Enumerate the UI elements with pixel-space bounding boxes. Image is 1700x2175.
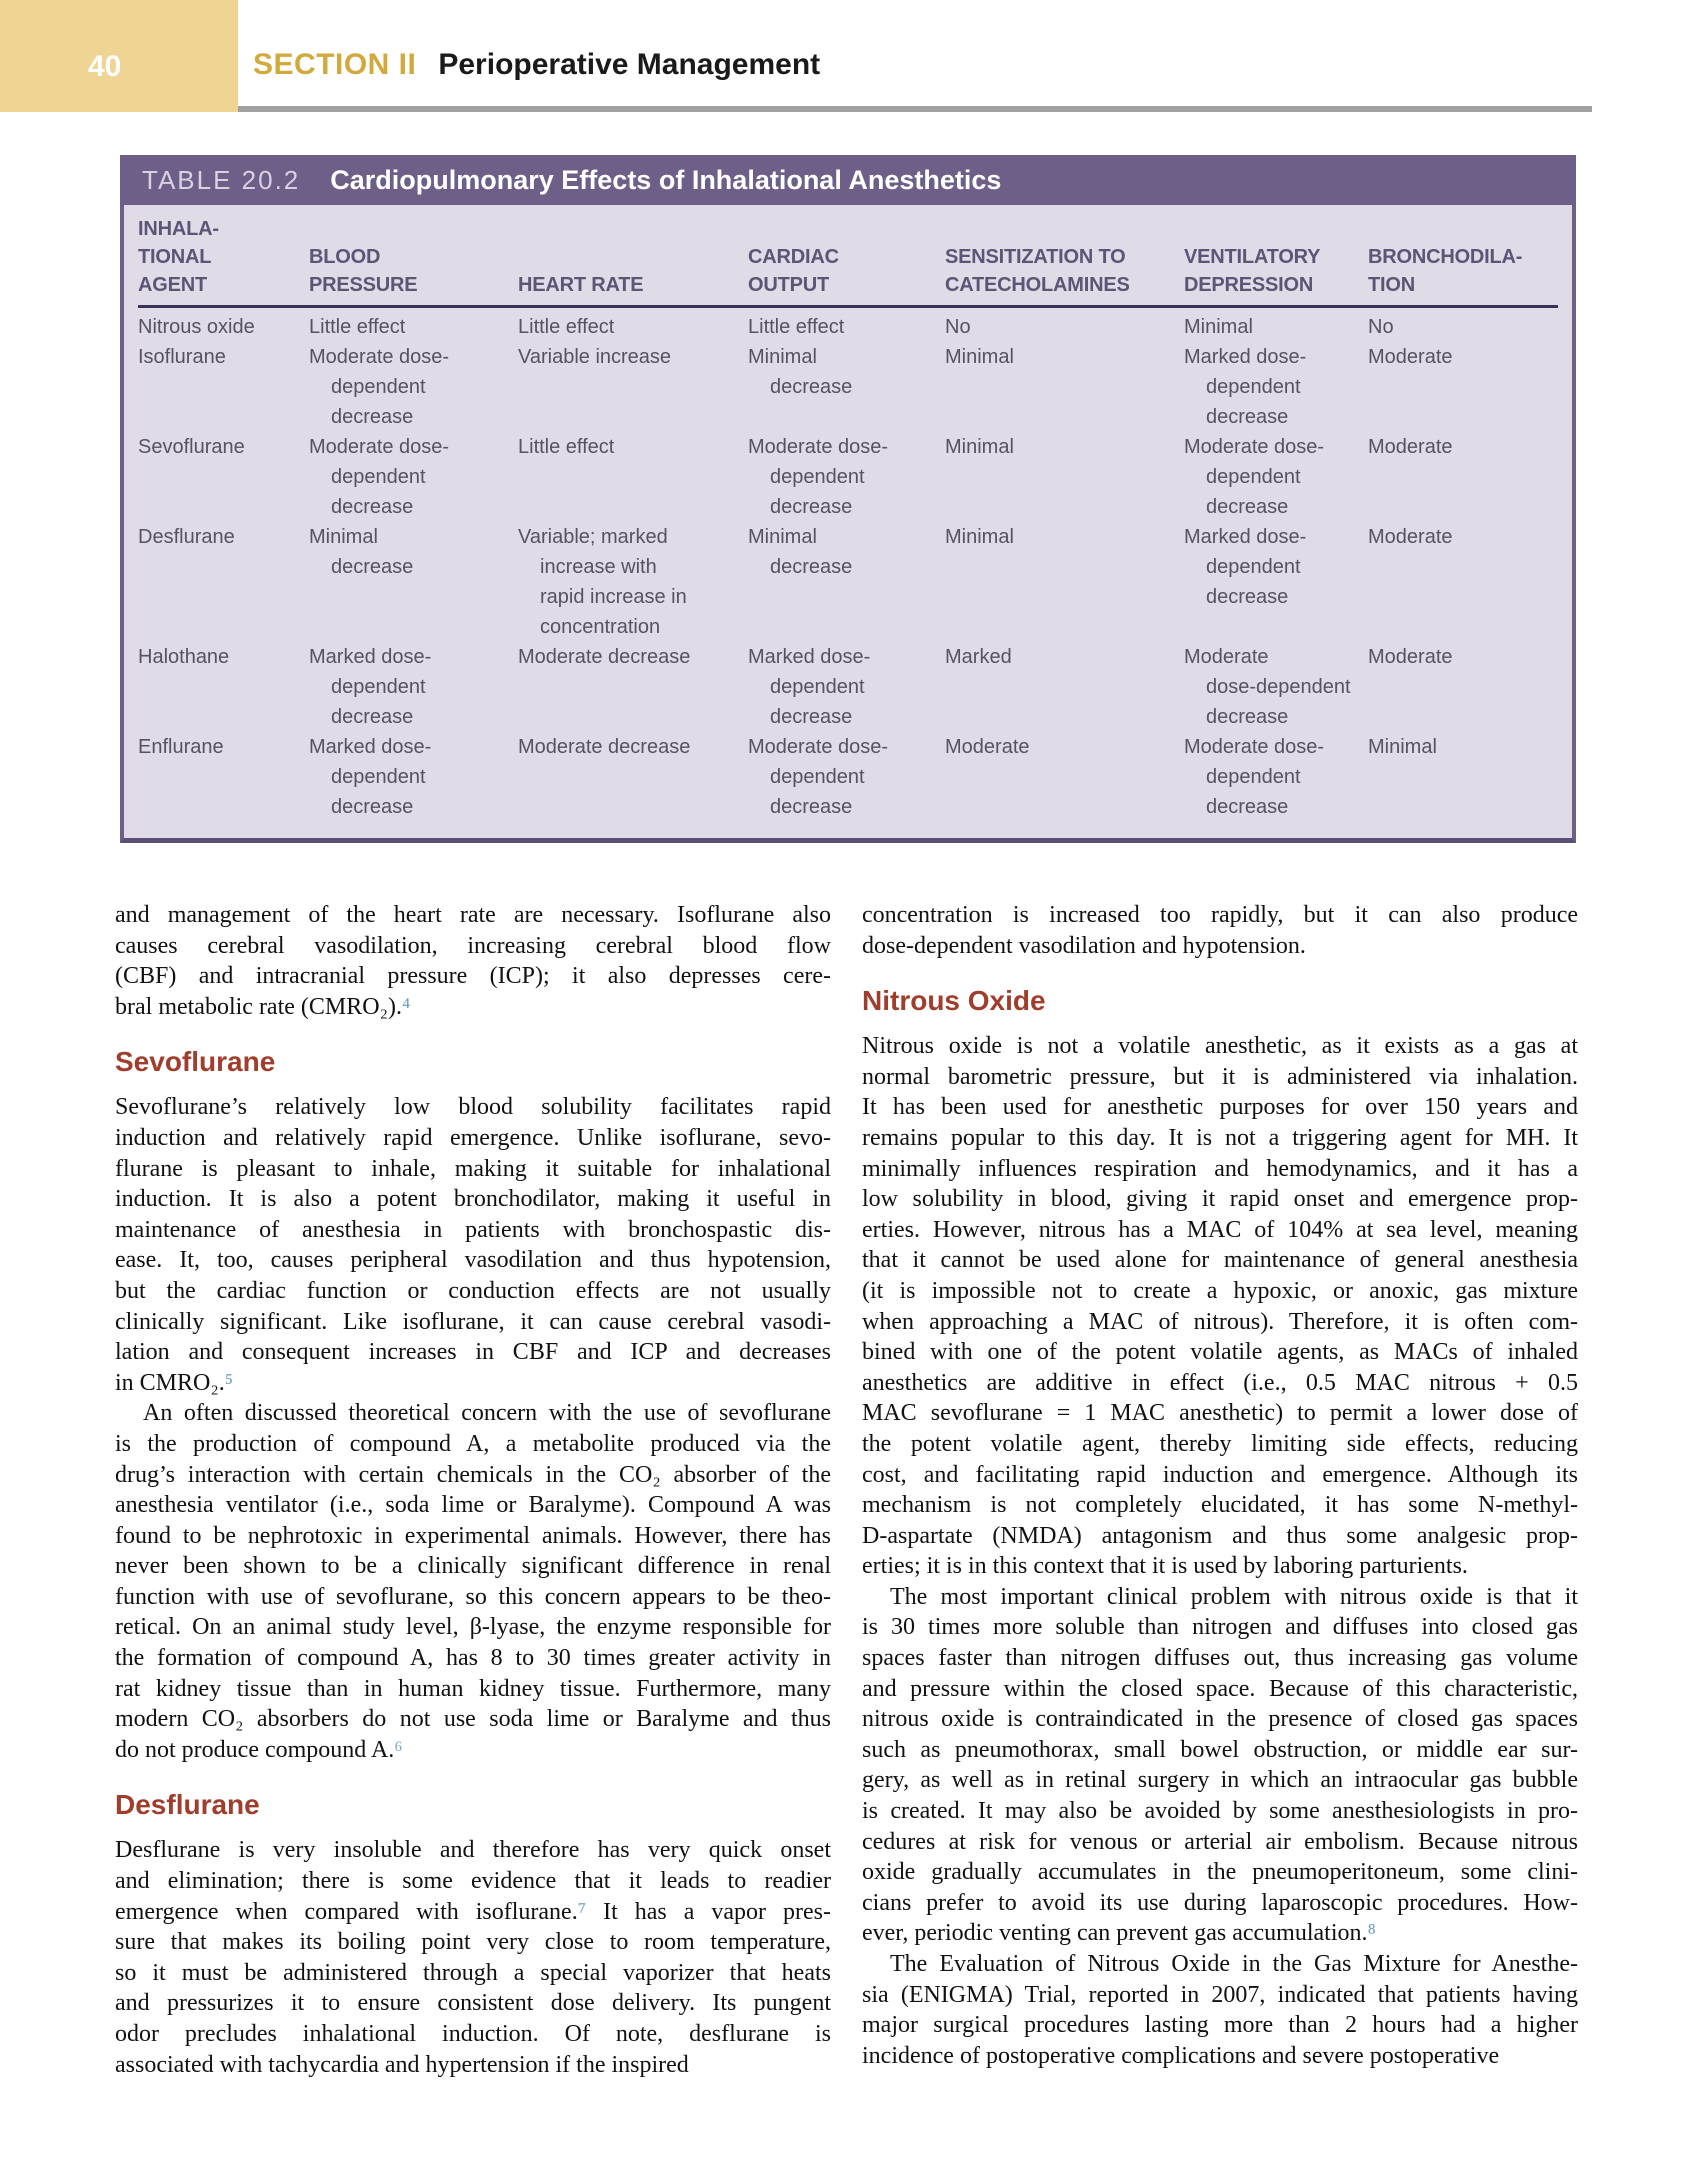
paragraph-line: normal barometric pressure, but it is administered via inhalation. <box>862 1063 1578 1090</box>
table-cell: Minimal <box>1184 316 1253 338</box>
paragraph-line: sure that makes its boiling point very close to room temperature, <box>115 1929 831 1956</box>
paragraph-line: induction and relatively rapid emergence. Unlike isoflurane, sevo- <box>115 1124 831 1151</box>
paragraph-line: cedures at risk for venous or arterial air embolism. Because nitrous <box>862 1828 1578 1855</box>
table-cell: Sevoflurane <box>138 436 245 458</box>
table-cell: Minimal <box>1368 736 1437 758</box>
section-heading: Nitrous Oxide <box>862 985 1046 1017</box>
paragraph-line: low solubility in blood, giving it rapid onset and emergence prop- <box>862 1186 1578 1213</box>
paragraph-line: is created. It may also be avoided by some anesthesiologists in pro- <box>862 1798 1578 1825</box>
paragraph-line: remains popular to this day. It is not a triggering agent for MH. It <box>862 1124 1578 1151</box>
table-cell: Enflurane <box>138 736 224 758</box>
paragraph-line: gery, as well as in retinal surgery in which an intraocular gas bubble <box>862 1767 1578 1794</box>
table-cell: Nitrous oxide <box>138 316 255 338</box>
table-column-header: HEART RATE <box>518 274 644 296</box>
table-cell: Halothane <box>138 646 230 668</box>
table-title: Cardiopulmonary Effects of Inhalational Anesthetics <box>330 164 1002 195</box>
table-cell: Moderate dose- dependent decrease <box>1184 736 1325 818</box>
paragraph-line: The Evaluation of Nitrous Oxide in the Gas Mixture for Anesthe- <box>890 1951 1578 1977</box>
table-row <box>124 432 1572 522</box>
paragraph-line: ease. It, too, causes peripheral vasodilation and thus hypotension, <box>115 1247 831 1274</box>
paragraph-line: cians prefer to avoid its use during laparoscopic procedures. How- <box>862 1889 1578 1916</box>
paragraph-line: maintenance of anesthesia in patients with bronchospastic dis- <box>115 1216 831 1243</box>
reference-superscript: ⁴ <box>401 993 411 1020</box>
table-cell: Minimal decrease <box>748 526 853 578</box>
table-row <box>124 342 1572 432</box>
table-20-2 <box>120 155 1576 843</box>
paragraph-line: mechanism is not completely elucidated, it has some N-methyl- <box>862 1492 1578 1519</box>
table-cell: Marked dose- dependent decrease <box>1184 526 1307 608</box>
table-column-header: BRONCHODILA- TION <box>1368 246 1523 296</box>
paragraph-line: modern CO₂ absorbers do not use soda lime or Baralyme and thus <box>115 1706 831 1733</box>
paragraph-line: bral metabolic rate (CMRO₂).⁴ <box>115 993 411 1020</box>
reference-superscript: ⁷ <box>577 1898 587 1925</box>
table-cell: Variable; marked increase with rapid increase in concentration <box>518 526 687 638</box>
paragraph-line: It has been used for anesthetic purposes for over 150 years and <box>862 1094 1578 1121</box>
table-title-bar <box>120 155 1576 205</box>
table-row <box>124 522 1572 642</box>
paragraph-line: rat kidney tissue than in human kidney tissue. Furthermore, many <box>115 1675 831 1702</box>
paragraph-line: Desflurane is very insoluble and therefore has very quick onset <box>115 1837 831 1864</box>
paragraph-line: such as pneumothorax, small bowel obstruction, or middle ear sur- <box>862 1736 1578 1763</box>
paragraph-line: (it is impossible not to create a hypoxic, or anoxic, gas mixture <box>862 1277 1578 1304</box>
paragraph-line: clinically significant. Like isoflurane, it can cause cerebral vasodi- <box>115 1308 831 1335</box>
table-cell: Minimal decrease <box>748 346 853 398</box>
paragraph-line: and pressure within the closed space. Because of this characteristic, <box>862 1675 1578 1702</box>
paragraph-line: retical. On an animal study level, β-lyase, the enzyme responsible for <box>115 1614 831 1641</box>
paragraph <box>115 1092 831 1398</box>
paragraph-line: MAC sevoflurane = 1 MAC anesthetic) to permit a lower dose of <box>862 1400 1578 1427</box>
paragraph-line: drug’s interaction with certain chemicals in the CO₂ absorber of the <box>115 1461 831 1488</box>
paragraph <box>115 900 831 1022</box>
table-cell: Moderate dose- dependent decrease <box>309 346 450 428</box>
paragraph-line: when approaching a MAC of nitrous). Therefore, it is often com- <box>862 1308 1578 1335</box>
table-body <box>120 205 1576 843</box>
table-cell: Moderate <box>1368 646 1453 668</box>
paragraph-line: is 30 times more soluble than nitrogen and diffuses into closed gas <box>862 1614 1578 1641</box>
section-heading: Desflurane <box>115 1789 260 1821</box>
table-cell: Isoflurane <box>138 346 226 368</box>
paragraph-line: emergence when compared with isoflurane.⁷ It has a vapor pres- <box>115 1898 831 1925</box>
paragraph-line: so it must be administered through a special vaporizer that heats <box>115 1959 831 1986</box>
table-cell: Marked dose- dependent decrease <box>309 646 432 728</box>
text-column-left <box>115 900 831 2080</box>
table-cell: Marked <box>945 646 1012 668</box>
paragraph-line: and pressurizes it to ensure consistent dose delivery. Its pungent <box>115 1990 831 2017</box>
paragraph-line: is the production of compound A, a metabolite produced via the <box>115 1430 831 1457</box>
table-cell: Little effect <box>748 316 845 338</box>
paragraph-line: dose-dependent vasodilation and hypotension. <box>862 932 1306 959</box>
paragraph-line: but the cardiac function or conduction effects are not usually <box>115 1277 831 1304</box>
paragraph-line: minimally influences respiration and hemodynamics, and it has a <box>862 1155 1578 1182</box>
paragraph-line: spaces faster than nitrogen diffuses out, thus increasing gas volume <box>862 1645 1578 1672</box>
paragraph <box>115 1835 831 2080</box>
table-cell: Little effect <box>309 316 406 338</box>
paragraph-line: (CBF) and intracranial pressure (ICP); it also depresses cere- <box>115 963 831 990</box>
table-cell: Minimal <box>945 436 1014 458</box>
paragraph-line: never been shown to be a clinically significant difference in renal <box>115 1553 831 1580</box>
paragraph-line: odor precludes inhalational induction. Of note, desflurane is <box>115 2021 831 2047</box>
paragraph-line: the potent volatile agent, thereby limiting side effects, reducing <box>862 1430 1578 1457</box>
table-header-row <box>124 215 1572 299</box>
paragraph-line: induction. It is also a potent bronchodilator, making it useful in <box>115 1186 831 1213</box>
table-cell: Moderate <box>1368 526 1453 548</box>
table-label: TABLE 20.2 <box>142 164 301 195</box>
table-rows <box>124 312 1572 822</box>
section-label: SECTION II <box>253 48 417 81</box>
table-cell: Marked dose- dependent decrease <box>1184 346 1307 428</box>
table-header-rule <box>138 305 1558 308</box>
table-cell: Little effect <box>518 316 615 338</box>
paragraph-line: The most important clinical problem with nitrous oxide is that it <box>890 1583 1578 1610</box>
paragraph-line: and management of the heart rate are necessary. Isoflurane also <box>115 902 831 928</box>
paragraph-line: in CMRO₂.⁵ <box>115 1369 234 1396</box>
paragraph-line: and elimination; there is some evidence that it leads to readier <box>115 1868 831 1895</box>
table-column-header: CARDIAC OUTPUT <box>748 246 839 296</box>
table-cell: Moderate dose- dependent decrease <box>748 736 889 818</box>
paragraph-line: cost, and facilitating rapid induction and emergence. Although its <box>862 1461 1578 1488</box>
paragraph <box>115 1398 831 1765</box>
table-cell: Minimal decrease <box>309 526 414 578</box>
table-cell: Moderate <box>1368 346 1453 368</box>
table-cell: Variable increase <box>518 346 672 368</box>
table-cell: Moderate decrease <box>518 736 691 758</box>
table-column-header: SENSITIZATION TO CATECHOLAMINES <box>945 246 1130 296</box>
reference-superscript: ⁸ <box>1367 1920 1376 1947</box>
reference-superscript: ⁶ <box>394 1736 403 1763</box>
paragraph-line: function with use of sevoflurane, so this concern appears to be theo- <box>115 1583 831 1610</box>
paragraph-line: anesthesia ventilator (i.e., soda lime or Baralyme). Compound A was <box>115 1492 831 1519</box>
paragraph-line: incidence of postoperative complications and severe postoperative <box>862 2042 1500 2069</box>
paragraph-line: bined with one of the potent volatile agents, as MACs of inhaled <box>862 1339 1578 1366</box>
paragraph-line: found to be nephrotoxic in experimental animals. However, there has <box>115 1522 831 1549</box>
table-cell: Desflurane <box>138 526 235 548</box>
table-cell: No <box>1368 316 1394 338</box>
table-row <box>124 642 1572 732</box>
header-rule <box>238 106 1592 112</box>
paragraph-line: Nitrous oxide is not a volatile anesthetic, as it exists as a gas at <box>862 1033 1578 1060</box>
table-column-header: BLOOD PRESSURE <box>309 246 418 296</box>
reference-superscript: ⁵ <box>224 1369 234 1396</box>
table-cell: Moderate decrease <box>518 646 691 668</box>
paragraph-line: flurane is pleasant to inhale, making it suitable for inhalational <box>115 1155 831 1182</box>
paragraph-line: associated with tachycardia and hypertension if the inspired <box>115 2051 689 2078</box>
paragraph-line: lation and consequent increases in CBF and ICP and decreases <box>115 1339 831 1366</box>
table-cell: Moderate <box>1368 436 1453 458</box>
paragraph-line: D-aspartate (NMDA) antagonism and thus some analgesic prop- <box>862 1522 1578 1549</box>
page-number: 40 <box>88 50 122 83</box>
table-column-header: VENTILATORY DEPRESSION <box>1184 246 1321 296</box>
paragraph-line: erties. However, nitrous has a MAC of 104% at sea level, meaning <box>862 1216 1578 1243</box>
table-row <box>124 312 1572 342</box>
paragraph-line: concentration is increased too rapidly, but it can also produce <box>862 902 1578 928</box>
paragraph-line: An often discussed theoretical concern with the use of sevoflurane <box>143 1400 831 1427</box>
paragraph-line: the formation of compound A, has 8 to 30 times greater activity in <box>115 1645 831 1672</box>
table-cell: Moderate dose- dependent decrease <box>309 436 450 518</box>
table-cell: Moderate dose- dependent decrease <box>748 436 889 518</box>
paragraph-line: Sevoflurane’s relatively low blood solubility facilitates rapid <box>115 1094 831 1121</box>
paragraph-line: ever, periodic venting can prevent gas accumulation.⁸ <box>862 1920 1376 1947</box>
table-cell: Marked dose- dependent decrease <box>748 646 871 728</box>
paragraph-line: nitrous oxide is contraindicated in the presence of closed gas spaces <box>862 1706 1578 1733</box>
table-cell: No <box>945 316 971 338</box>
section-heading: Sevoflurane <box>115 1046 276 1078</box>
text-column-right <box>862 900 1578 2071</box>
paragraph <box>862 1582 1578 1949</box>
paragraph-line: oxide gradually accumulates in the pneumoperitoneum, some clini- <box>862 1859 1578 1886</box>
paragraph <box>862 900 1578 961</box>
table-cell: Moderate dose-dependent decrease <box>1184 646 1351 728</box>
section-title: Perioperative Management <box>438 48 821 81</box>
paragraph-line: sia (ENIGMA) Trial, reported in 2007, indicated that patients having <box>862 1981 1578 2008</box>
table-column-header: INHALA- TIONAL AGENT <box>138 218 219 296</box>
paragraph-line: anesthetics are additive in effect (i.e., 0.5 MAC nitrous + 0.5 <box>862 1369 1578 1396</box>
table-cell: Little effect <box>518 436 615 458</box>
paragraph-line: erties; it is in this context that it is used by laboring parturients. <box>862 1553 1468 1580</box>
paragraph-line: causes cerebral vasodilation, increasing cerebral blood flow <box>115 932 831 959</box>
table-cell: Minimal <box>945 526 1014 548</box>
paragraph-line: that it cannot be used alone for maintenance of general anesthesia <box>862 1247 1578 1274</box>
table-cell: Moderate <box>945 736 1030 758</box>
paragraph <box>862 1949 1578 2071</box>
paragraph-line: major surgical procedures lasting more than 2 hours had a higher <box>862 2012 1578 2039</box>
table-row <box>124 732 1572 822</box>
table-cell: Moderate dose- dependent decrease <box>1184 436 1325 518</box>
running-head <box>253 48 820 82</box>
table-cell: Marked dose- dependent decrease <box>309 736 432 818</box>
paragraph <box>862 1031 1578 1582</box>
paragraph-line: do not produce compound A.⁶ <box>115 1736 403 1763</box>
table-cell: Minimal <box>945 346 1014 368</box>
